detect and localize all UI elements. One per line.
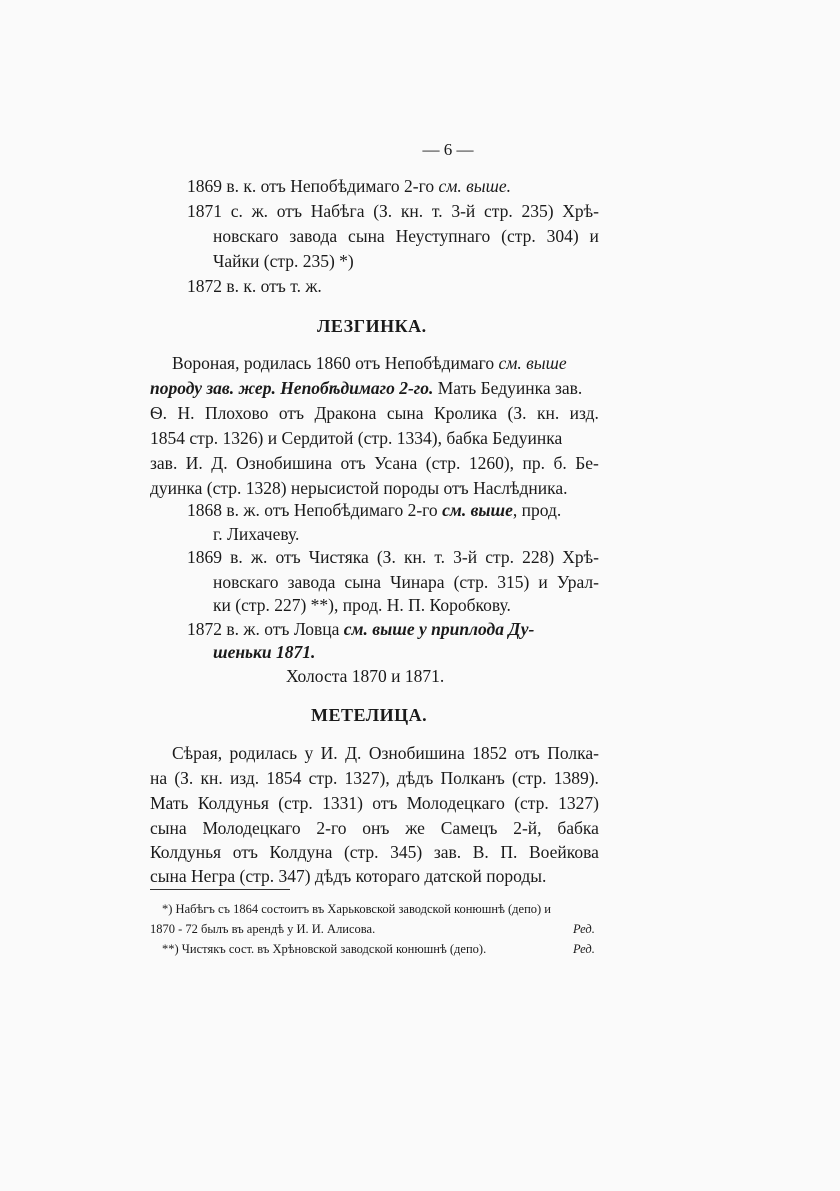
footnote-1-editor-mark: Ред. (573, 922, 595, 936)
word: у (304, 743, 314, 763)
word: (стр. (343, 842, 379, 862)
word: 3-й (453, 547, 478, 567)
word: новскаго (213, 226, 279, 246)
entry-1871-line-1 (187, 199, 599, 223)
word: Усана (374, 453, 418, 473)
word: 235) (521, 201, 554, 221)
word: 1389). (553, 768, 599, 788)
word: Урал- (556, 572, 599, 592)
lezginka-para-line-6: дуинка (стр. 1328) нерысистой породы отъ Наслѣдника. (150, 478, 568, 498)
word: Ѳ. (150, 403, 168, 423)
lezginka-1869-line-1 (187, 545, 599, 569)
word: 3-й (451, 201, 476, 221)
word: 1327), (344, 768, 390, 788)
lezginka-1869-line-2 (213, 570, 599, 594)
word: (З. (376, 547, 396, 567)
entry-1872-line: 1872 в. к. отъ т. ж. (187, 276, 322, 296)
word: сына (348, 226, 385, 246)
word: Хрѣ- (562, 547, 599, 567)
word: Воейкова (529, 842, 599, 862)
word: Неуступнаго (395, 226, 491, 246)
word: кн. (200, 768, 223, 788)
word: и (589, 226, 599, 246)
word: отъ (275, 547, 301, 567)
lezginka-1872-line-1: 1872 в. ж. отъ Ловца см. выше у приплода Ду- (187, 619, 535, 639)
word: сына (344, 572, 382, 592)
word: Молодецкаго (406, 793, 505, 813)
word: (стр. (511, 768, 547, 788)
word: 1852 (472, 743, 508, 763)
word: Н. (177, 403, 195, 423)
word: Ознобишина (236, 453, 332, 473)
word: отъ (232, 842, 258, 862)
entry-1869-text: 1869 в. к. отъ Непобѣдимаго 2-го (187, 176, 439, 196)
lezginka-1869-line-3: ки (стр. 227) **), прод. Н. П. Коробкову. (213, 595, 511, 615)
word: отъ (372, 793, 398, 813)
word: стр. (485, 547, 514, 567)
word: 1260), (468, 453, 515, 473)
metelitsa-line-1 (172, 741, 599, 765)
word: (З. (174, 768, 194, 788)
word: Кролика (434, 403, 498, 423)
word: на (150, 768, 168, 788)
word: с. (230, 201, 243, 221)
word: и (538, 572, 548, 592)
word: пр. (522, 453, 546, 473)
metelitsa-line-2 (150, 766, 599, 790)
word: кн. (536, 403, 560, 423)
word: стр. (483, 201, 513, 221)
word: кн. (400, 201, 424, 221)
word: В. (472, 842, 489, 862)
entry-1871-line-3: Чайки (стр. 235) *) (213, 251, 354, 271)
word: отъ (340, 453, 366, 473)
entry-1869-line (187, 174, 511, 198)
word: в. (230, 547, 243, 567)
word: Полка- (547, 743, 599, 763)
word: 1871 (187, 201, 222, 221)
word: Колдуна (269, 842, 333, 862)
word: сына (150, 818, 187, 838)
word: завода (287, 572, 336, 592)
word: изд. (569, 403, 599, 423)
word: (стр. (453, 572, 489, 592)
word: (стр. (501, 226, 536, 246)
word: Чинара (390, 572, 445, 592)
lezginka-1872-line-2: шеньки 1871. (213, 642, 316, 662)
word: сына (386, 403, 424, 423)
word: Бе- (575, 453, 599, 473)
word: (З. (507, 403, 527, 423)
word: (стр. (425, 453, 461, 473)
entry-1871-line-2 (213, 224, 599, 248)
lezginka-para-line-1: Вороная, родилась 1860 отъ Непобѣдимаго см. выше (172, 353, 567, 373)
lezginka-para-line-2: породу зав. жер. Непобѣдимаго 2-го. Мать Бедуинка зав. (150, 378, 583, 398)
word: отъ (278, 403, 305, 423)
page-number: — 6 — (422, 140, 474, 159)
footnote-2-editor-mark: Ред. (573, 942, 595, 956)
word: Хрѣ- (562, 201, 599, 221)
word: Чистяка (308, 547, 369, 567)
footnote-2-line: **) Чистякъ сост. въ Хрѣновской заводской конюшнѣ (депо). (162, 942, 487, 956)
word: дѣдъ (396, 768, 434, 788)
word: онъ (362, 818, 390, 838)
word: 2-й, (513, 818, 542, 838)
metelitsa-line-5 (150, 840, 599, 864)
lezginka-1868-line-1: 1868 в. ж. отъ Непобѣдимаго 2-го см. выше, прод. (187, 500, 562, 520)
word: Дракона (314, 403, 377, 423)
word: И. (320, 743, 338, 763)
word: Мать (150, 793, 189, 813)
word: Сѣрая, (172, 743, 223, 763)
word: отъ (276, 201, 302, 221)
word: изд. (229, 768, 260, 788)
word: (стр. (278, 793, 313, 813)
word: 345) (390, 842, 423, 862)
word: Д. (345, 743, 362, 763)
word: ж. (251, 201, 269, 221)
word: родилась (229, 743, 298, 763)
lezginka-barren-line: Холоста 1870 и 1871. (286, 666, 445, 686)
footnote-1-line-2: 1870 - 72 былъ въ арендѣ у И. И. Алисова. (150, 922, 376, 936)
word: т. (434, 547, 446, 567)
word: 228) (522, 547, 555, 567)
word: Ознобишина (368, 743, 465, 763)
entry-1869-ref: см. выше. (438, 176, 511, 196)
word: 315) (497, 572, 530, 592)
section-title-lezginka: ЛЕЗГИНКА. (317, 316, 427, 336)
word: (стр. (514, 793, 549, 813)
word: б. (553, 453, 567, 473)
word: П. (500, 842, 518, 862)
metelitsa-line-3 (150, 791, 599, 815)
word: 1854 (266, 768, 302, 788)
metelitsa-line-6: сына Негра (стр. 347) дѣдъ котораго датской породы. (150, 866, 547, 886)
word: 1869 (187, 547, 222, 567)
word: 304) (546, 226, 579, 246)
word: кн. (403, 547, 427, 567)
word: Полканъ (440, 768, 505, 788)
word: зав. (433, 842, 462, 862)
word: Плохово (204, 403, 269, 423)
word: ж. (250, 547, 268, 567)
section-title-metelitsa: МЕТЕЛИЦА. (311, 705, 428, 725)
word: отъ (514, 743, 540, 763)
word: зав. (150, 453, 178, 473)
footnote-1-line-1: *) Набѣгъ съ 1864 состоитъ въ Харьковской заводской конюшнѣ (депо) и (162, 902, 551, 916)
word: Д. (211, 453, 228, 473)
word: Молодецкаго (202, 818, 301, 838)
word: стр. (308, 768, 338, 788)
word: новскаго (213, 572, 279, 592)
word: Набѣга (310, 201, 365, 221)
metelitsa-line-4 (150, 816, 599, 840)
word: 2-го (316, 818, 347, 838)
word: Самецъ (440, 818, 498, 838)
word: (З. (373, 201, 393, 221)
word: завода (289, 226, 338, 246)
word: Колдунья (197, 793, 269, 813)
word: Колдунья (150, 842, 222, 862)
lezginka-para-line-3 (150, 401, 599, 425)
word: бабка (557, 818, 599, 838)
lezginka-para-line-4: 1854 стр. 1326) и Сердитой (стр. 1334), бабка Бедуинка (150, 428, 563, 448)
word: 1327) (558, 793, 599, 813)
word: И. (185, 453, 203, 473)
lezginka-para-line-5 (150, 451, 599, 475)
lezginka-1868-line-2: г. Лихачеву. (213, 524, 300, 544)
word: т. (431, 201, 443, 221)
footnote-divider (150, 889, 290, 890)
word: же (405, 818, 425, 838)
word: 1331) (322, 793, 363, 813)
